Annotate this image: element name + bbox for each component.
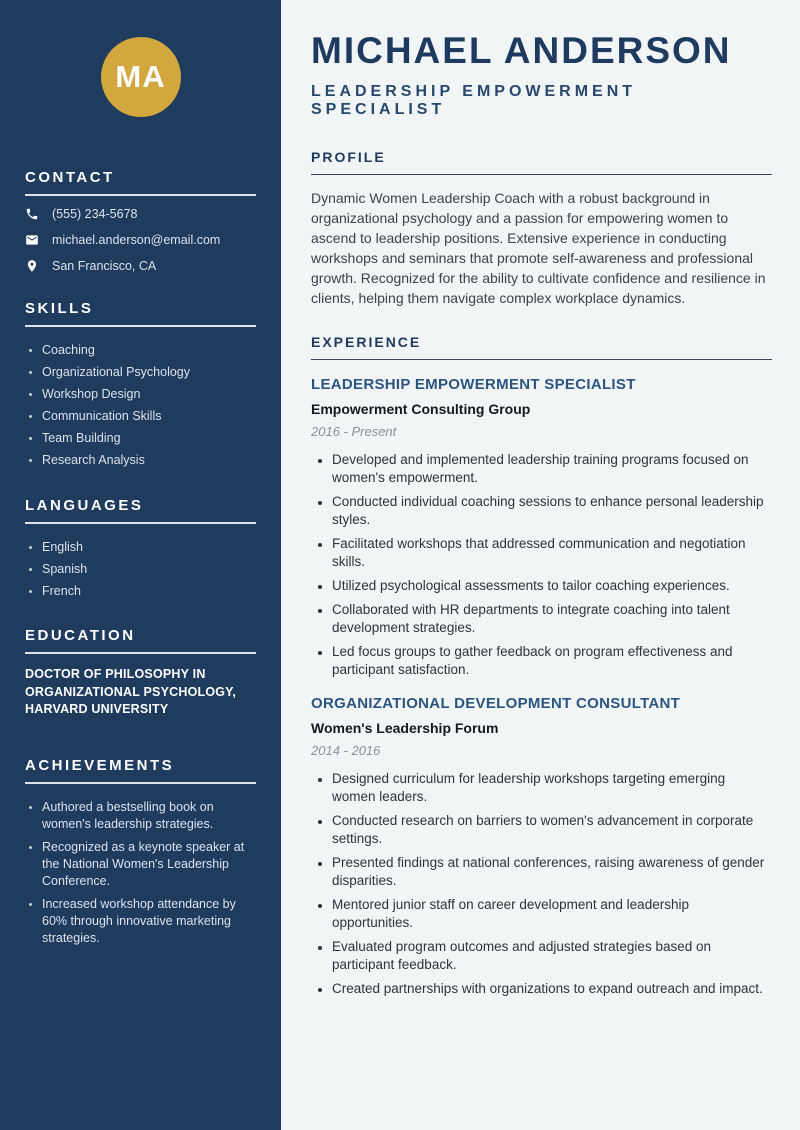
skill-item: • Communication Skills [42,405,256,427]
avatar [101,37,181,117]
achievements-heading: ACHIEVEMENTS [25,757,256,784]
job-bullet-item: • Mentored junior staff on career development and leadership opportunities. [332,896,772,932]
skills-list [25,339,256,471]
achievement-item: • Authored a bestselling book on women's leadership strategies. [42,799,256,833]
job-company: Women's Leadership Forum [311,720,499,736]
email-icon [25,233,39,247]
contact-email-text: michael.anderson@email.com [52,233,221,247]
person-title: LEADERSHIP EMPOWERMENT SPECIALIST [311,83,637,118]
job-bullet-item: • Utilized psychological assessments to tailor coaching experiences. [332,577,772,595]
job-bullet-item: • Designed curriculum for leadership workshops targeting emerging women leaders. [332,770,772,806]
language-item: • Spanish [42,558,256,580]
job-company: Empowerment Consulting Group [311,401,531,417]
education-degree: DOCTOR OF PHILOSOPHY IN ORGANIZATIONAL PSYCHOLOGY, HARVARD UNIVERSITY [25,667,236,716]
job-title: LEADERSHIP EMPOWERMENT SPECIALIST [311,376,636,393]
language-item: • English [42,536,256,558]
job-bullet-item: • Conducted research on barriers to women's advancement in corporate settings. [332,812,772,848]
skill-item: • Organizational Psychology [42,361,256,383]
language-item: • French [42,580,256,602]
job-bullet-item: • Conducted individual coaching sessions to enhance personal leadership styles. [332,493,772,529]
languages-section [25,497,256,602]
job-bullet-item: • Developed and implemented leadership training programs focused on women's empowerment. [332,451,772,487]
job-bullet-item: • Presented findings at national conferences, raising awareness of gender disparities. [332,854,772,890]
achievement-item: • Increased workshop attendance by 60% through innovative marketing strategies. [42,896,256,947]
skill-item: • Research Analysis [42,449,256,471]
achievements-section [25,757,256,947]
job-dates: 2014 - 2016 [311,743,381,758]
education-section [25,627,256,719]
job-bullet-item: • Facilitated workshops that addressed communication and negotiation skills. [332,535,772,571]
job-bullets [311,451,772,679]
job-title: ORGANIZATIONAL DEVELOPMENT CONSULTANT [311,695,681,712]
experience-job-1 [311,376,772,679]
contact-row-location [25,258,256,274]
skill-item: • Coaching [42,339,256,361]
resume-main [281,0,800,1130]
profile-text: Dynamic Women Leadership Coach with a robust background in organizational psychology and a passion for empowering women to ascend to leadership positions. Extensive experience in conducting workshops and seminars that promote self-awareness and professional growth. Recognized for the ability to cultivate confidence and resilience in clients, helping them navigate complex workplace dynamics. [311,190,766,306]
contact-row-email [25,232,256,248]
achievements-list [25,799,256,947]
contact-section [25,169,256,274]
languages-heading: LANGUAGES [25,497,256,524]
sidebar [0,0,281,1130]
job-bullet-item: • Created partnerships with organizations to expand outreach and impact. [332,980,772,998]
experience-heading: EXPERIENCE [311,334,772,360]
contact-heading: CONTACT [25,169,256,196]
education-heading: EDUCATION [25,627,256,654]
skill-item: • Team Building [42,427,256,449]
skills-section [25,300,256,471]
experience-job-2 [311,695,772,998]
location-icon [25,259,39,273]
job-bullets [311,770,772,998]
job-bullet-item: • Evaluated program outcomes and adjusted strategies based on participant feedback. [332,938,772,974]
achievement-item: • Recognized as a keynote speaker at the National Women's Leadership Conference. [42,839,256,890]
job-dates: 2016 - Present [311,424,397,439]
contact-row-phone [25,206,256,222]
contact-phone-text: (555) 234-5678 [52,207,138,221]
languages-list [25,536,256,602]
job-bullet-item: • Collaborated with HR departments to integrate coaching into talent development strategies. [332,601,772,637]
job-bullet-item: • Led focus groups to gather feedback on program effectiveness and participant satisfaction. [332,643,772,679]
phone-icon [25,207,39,221]
avatar-initials: MA [115,59,166,94]
profile-heading: PROFILE [311,149,772,175]
skill-item: • Workshop Design [42,383,256,405]
skills-heading: SKILLS [25,300,256,327]
contact-location-text: San Francisco, CA [52,259,157,273]
person-name: MICHAEL ANDERSON [311,30,732,71]
